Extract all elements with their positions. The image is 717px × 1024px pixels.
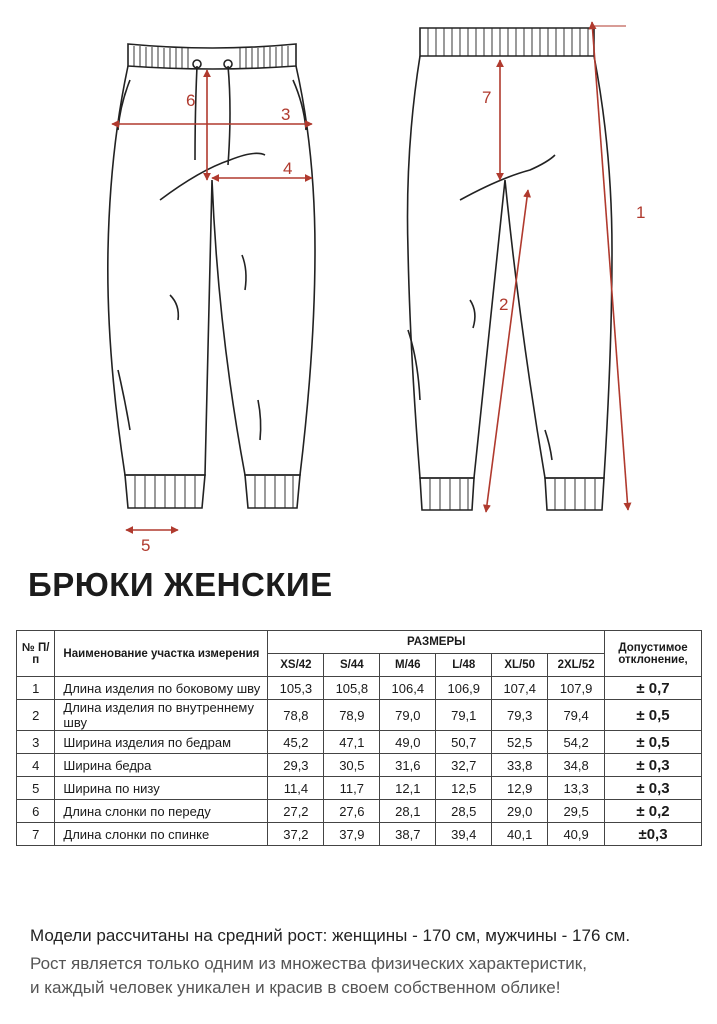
- row-num: 3: [17, 731, 55, 754]
- table-row: [17, 700, 702, 731]
- row-tolerance: ± 0,5: [605, 731, 702, 754]
- size-col: XL/50: [492, 654, 548, 677]
- header-tolerance: Допустимое отклонение,: [605, 631, 702, 677]
- size-col: L/48: [436, 654, 492, 677]
- row-tolerance: ± 0,2: [605, 800, 702, 823]
- row-value: 29,0: [492, 800, 548, 823]
- row-num: 2: [17, 700, 55, 731]
- row-name: Длина слонки по переду: [55, 800, 268, 823]
- row-num: 5: [17, 777, 55, 800]
- size-col: M/46: [380, 654, 436, 677]
- row-tolerance: ± 0,7: [605, 677, 702, 700]
- note-body: [30, 952, 587, 1000]
- row-value: 28,5: [436, 800, 492, 823]
- row-value: 79,4: [548, 700, 605, 731]
- row-value: 79,0: [380, 700, 436, 731]
- label-4: 4: [283, 159, 293, 178]
- row-value: 13,3: [548, 777, 605, 800]
- row-value: 27,6: [324, 800, 380, 823]
- row-value: 33,8: [492, 754, 548, 777]
- label-2: 2: [499, 295, 509, 314]
- row-value: 79,1: [436, 700, 492, 731]
- row-value: 52,5: [492, 731, 548, 754]
- row-value: 40,1: [492, 823, 548, 846]
- row-tolerance: ± 0,3: [605, 777, 702, 800]
- note-line: Рост является только одним из множества физических характеристик,: [30, 954, 587, 973]
- row-value: 107,9: [548, 677, 605, 700]
- row-name: Ширина бедра: [55, 754, 268, 777]
- back-cuff-left: [420, 478, 474, 510]
- table-row: [17, 731, 702, 754]
- row-value: 79,3: [492, 700, 548, 731]
- size-col: XS/42: [268, 654, 324, 677]
- label-5: 5: [141, 536, 151, 555]
- row-value: 106,9: [436, 677, 492, 700]
- back-waistband: [420, 28, 594, 56]
- row-value: 38,7: [380, 823, 436, 846]
- row-value: 47,1: [324, 731, 380, 754]
- header-num: № П/п: [17, 631, 55, 677]
- label-1: 1: [636, 203, 646, 222]
- row-value: 105,8: [324, 677, 380, 700]
- label-3: 3: [281, 105, 291, 124]
- row-value: 27,2: [268, 800, 324, 823]
- row-value: 37,9: [324, 823, 380, 846]
- row-value: 32,7: [436, 754, 492, 777]
- row-value: 106,4: [380, 677, 436, 700]
- row-value: 29,3: [268, 754, 324, 777]
- measurement-labels: [141, 88, 645, 555]
- row-value: 45,2: [268, 731, 324, 754]
- row-value: 28,1: [380, 800, 436, 823]
- row-value: 50,7: [436, 731, 492, 754]
- row-tolerance: ± 0,3: [605, 754, 702, 777]
- note-height: Модели рассчитаны на средний рост: женщины - 170 см, мужчины - 176 см.: [30, 926, 631, 945]
- row-value: 37,2: [268, 823, 324, 846]
- size-table: [16, 630, 702, 846]
- page-title: БРЮКИ ЖЕНСКИЕ: [28, 566, 333, 603]
- row-value: 78,9: [324, 700, 380, 731]
- row-value: 40,9: [548, 823, 605, 846]
- row-value: 105,3: [268, 677, 324, 700]
- row-value: 107,4: [492, 677, 548, 700]
- row-tolerance: ± 0,5: [605, 700, 702, 731]
- label-7: 7: [482, 88, 492, 107]
- size-col: 2XL/52: [548, 654, 605, 677]
- header-sizes: РАЗМЕРЫ: [268, 631, 605, 654]
- table-row: [17, 800, 702, 823]
- front-waistband: [128, 44, 296, 69]
- label-6: 6: [186, 91, 196, 110]
- row-value: 54,2: [548, 731, 605, 754]
- row-value: 34,8: [548, 754, 605, 777]
- row-value: 31,6: [380, 754, 436, 777]
- row-value: 29,5: [548, 800, 605, 823]
- row-name: Ширина изделия по бедрам: [55, 731, 268, 754]
- row-name: Длина изделия по внутреннему шву: [55, 700, 268, 731]
- row-value: 11,7: [324, 777, 380, 800]
- row-value: 39,4: [436, 823, 492, 846]
- row-value: 49,0: [380, 731, 436, 754]
- front-cuff-right: [245, 475, 300, 508]
- row-num: 1: [17, 677, 55, 700]
- row-value: 78,8: [268, 700, 324, 731]
- row-tolerance: ±0,3: [605, 823, 702, 846]
- row-value: 12,5: [436, 777, 492, 800]
- measure-1-line: [592, 22, 628, 510]
- table-row: [17, 677, 702, 700]
- measure-2-line: [486, 190, 528, 512]
- row-value: 30,5: [324, 754, 380, 777]
- front-body-outline: [108, 66, 315, 475]
- row-value: 11,4: [268, 777, 324, 800]
- back-view: [408, 28, 613, 510]
- row-num: 4: [17, 754, 55, 777]
- table-row: [17, 777, 702, 800]
- size-col: S/44: [324, 654, 380, 677]
- row-num: 7: [17, 823, 55, 846]
- row-name: Длина слонки по спинке: [55, 823, 268, 846]
- row-num: 6: [17, 800, 55, 823]
- row-value: 12,1: [380, 777, 436, 800]
- row-name: Длина изделия по боковому шву: [55, 677, 268, 700]
- row-value: 12,9: [492, 777, 548, 800]
- note-line: и каждый человек уникален и красив в своем собственном облике!: [30, 978, 561, 997]
- row-name: Ширина по низу: [55, 777, 268, 800]
- table-row: [17, 823, 702, 846]
- header-name: Наименование участка измерения: [55, 631, 268, 677]
- back-body-outline: [408, 56, 613, 478]
- table-row: [17, 754, 702, 777]
